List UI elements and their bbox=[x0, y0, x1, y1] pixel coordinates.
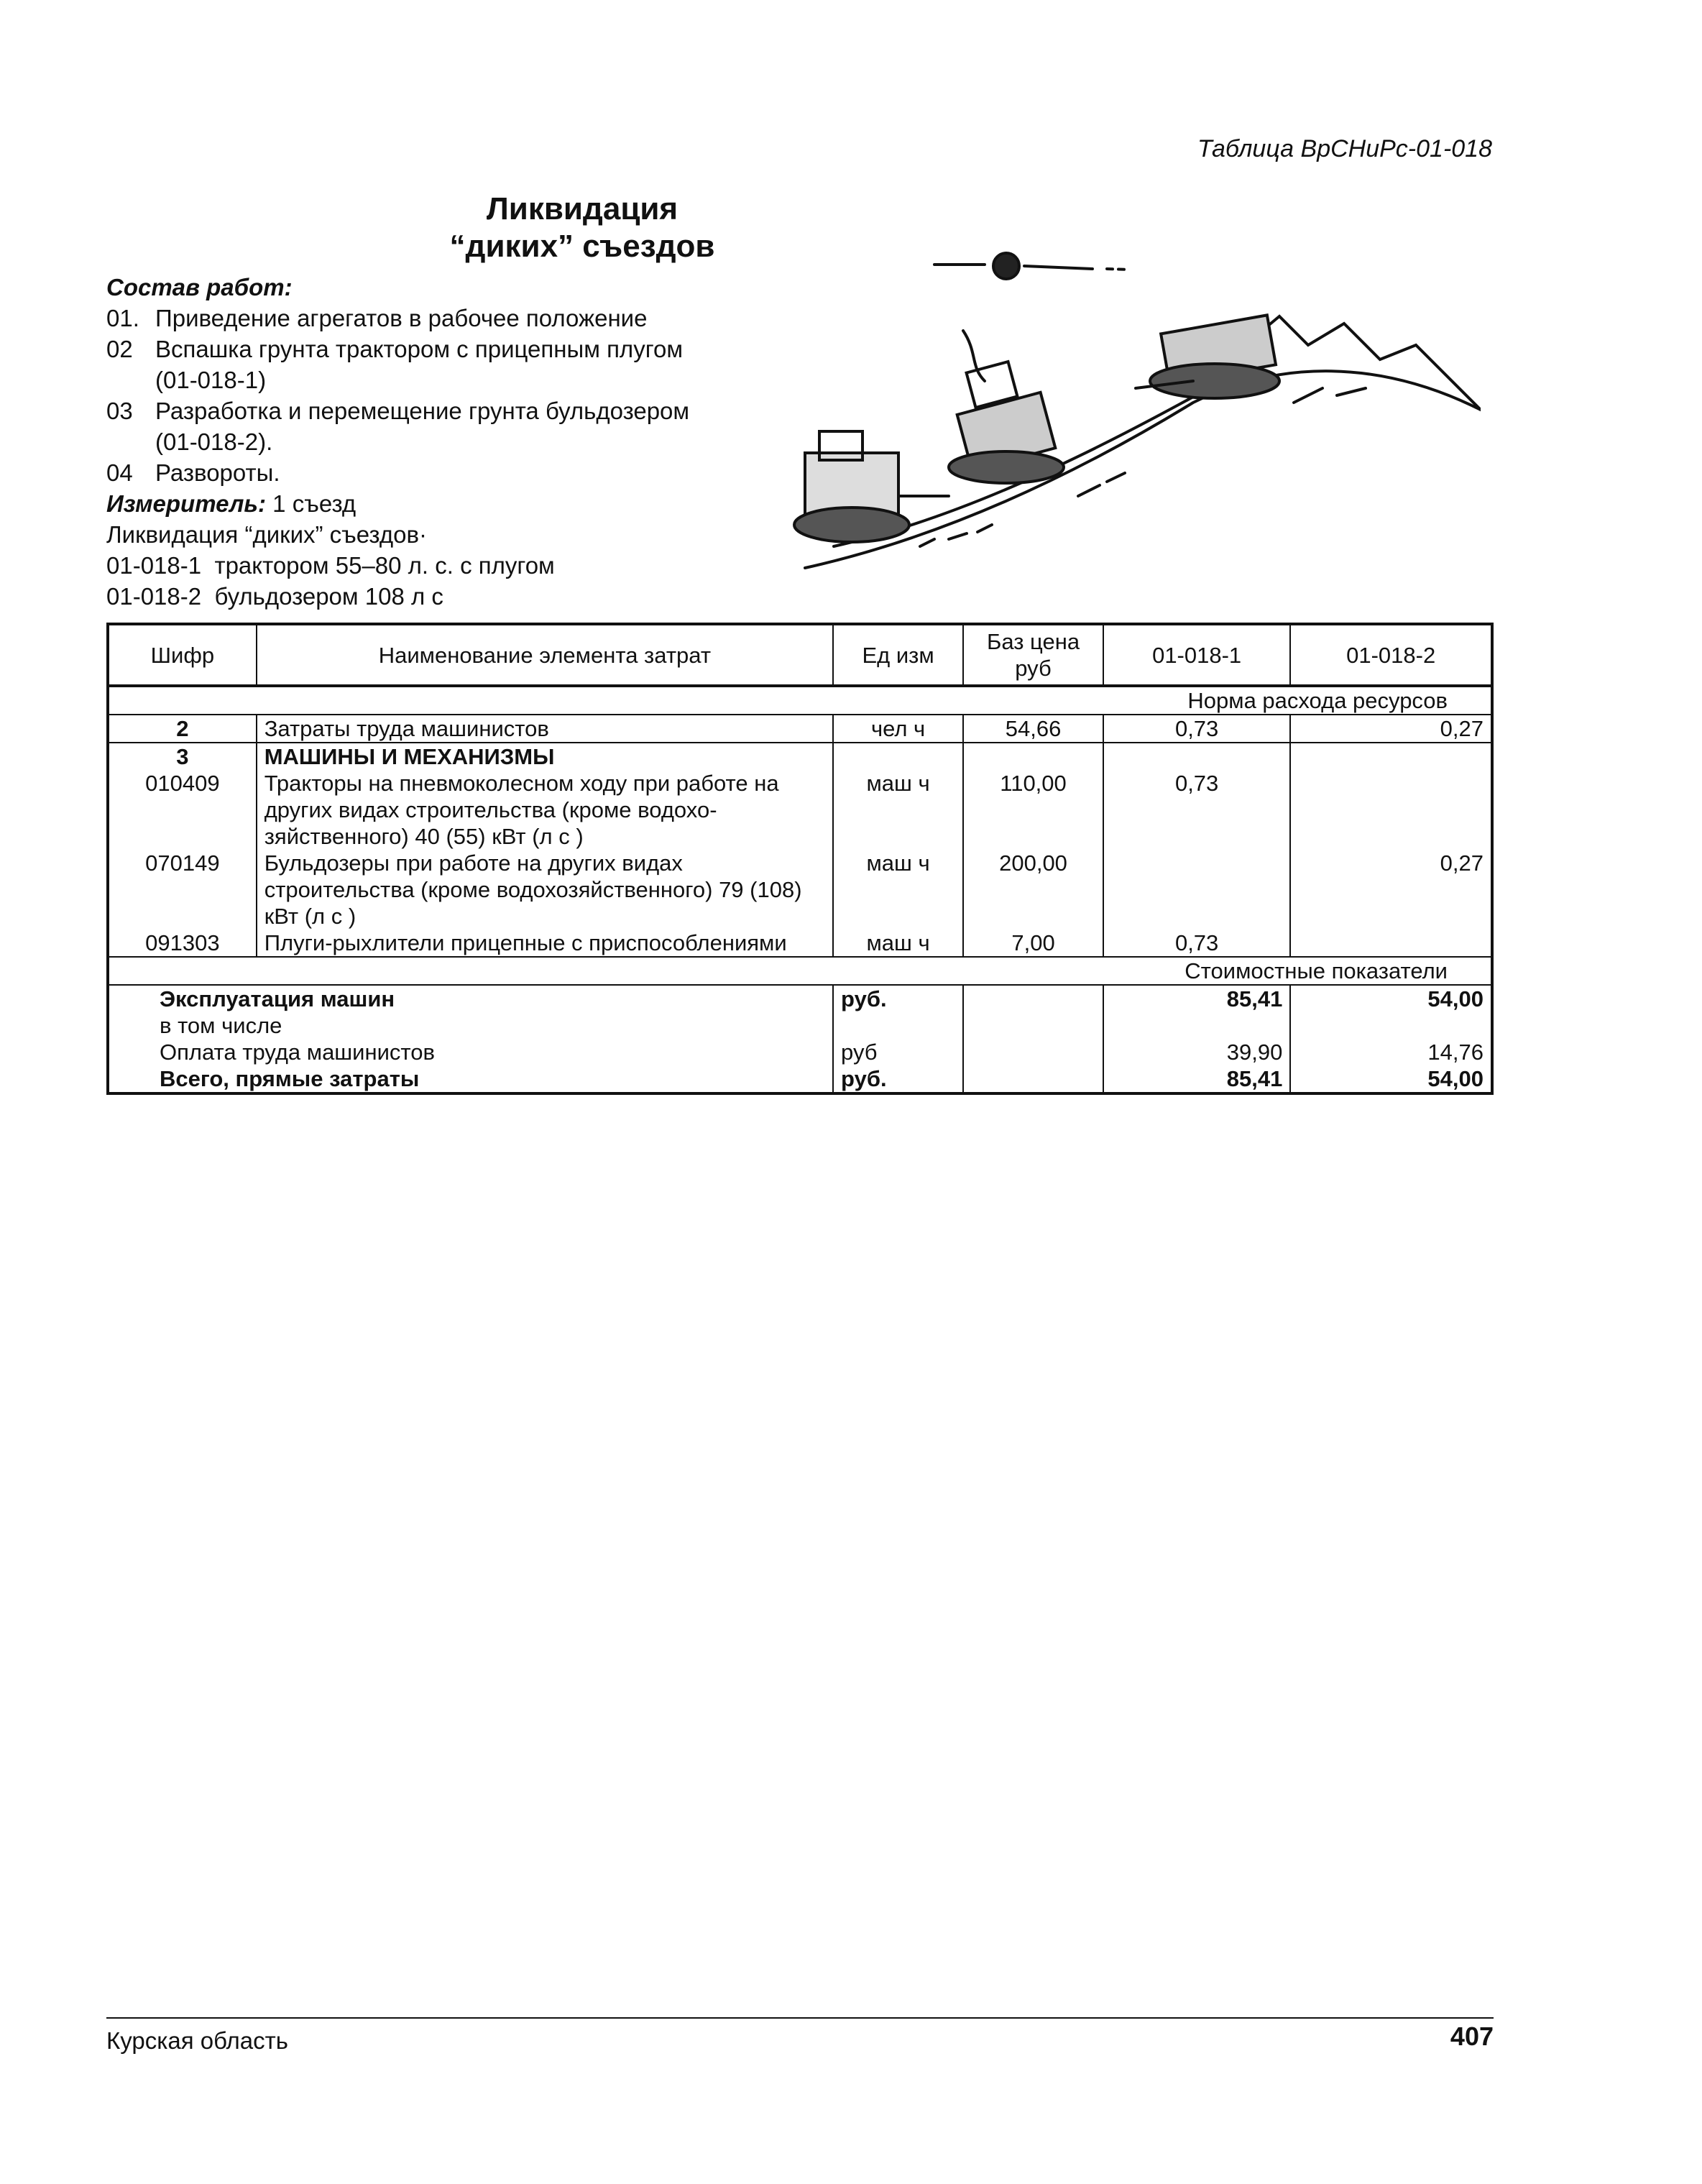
work-label: Состав работ: bbox=[106, 274, 293, 300]
footer-divider bbox=[106, 2017, 1494, 2019]
table-row bbox=[108, 1039, 1492, 1065]
work-item bbox=[106, 334, 825, 364]
col-header-code: Шифр bbox=[108, 624, 257, 686]
cell-unit: руб. bbox=[833, 1065, 963, 1093]
col-header-v2: 01-018-2 bbox=[1290, 624, 1492, 686]
work-item bbox=[106, 395, 825, 426]
table-row bbox=[108, 1012, 1492, 1039]
table-row bbox=[108, 930, 1492, 957]
work-item-num: 03 bbox=[106, 398, 133, 424]
table-row bbox=[108, 985, 1492, 1012]
page-number: 407 bbox=[1450, 2022, 1494, 2051]
work-item-text: Приведение агрегатов в рабочее положение bbox=[155, 305, 648, 331]
variant-code: 01-018-1 bbox=[106, 552, 202, 579]
cell-v1: 85,41 bbox=[1103, 1065, 1290, 1093]
table-row bbox=[108, 770, 1492, 850]
col-header-name: Наименование элемента затрат bbox=[257, 624, 833, 686]
cost-total-name: Всего, прямые затраты bbox=[160, 1066, 420, 1091]
cell-name: Плуги-рыхлители прицепные с приспособлениями bbox=[257, 930, 833, 957]
variant-row bbox=[106, 581, 825, 612]
cell-price: 7,00 bbox=[963, 930, 1103, 957]
col-header-v1: 01-018-1 bbox=[1103, 624, 1290, 686]
table-row bbox=[108, 850, 1492, 930]
measure bbox=[106, 488, 825, 519]
col-header-unit: Ед изм bbox=[833, 624, 963, 686]
work-item-cont: (01-018-2). bbox=[155, 428, 273, 455]
work-item bbox=[106, 457, 825, 488]
cell-v2: 0,27 bbox=[1290, 850, 1492, 930]
table-row bbox=[108, 715, 1492, 743]
cell-price: 54,66 bbox=[963, 715, 1103, 743]
cell-name: Тракторы на пневмоколесном ходу при работе на других видах строительства (кроме водохо-зяйственного) 40 (55) кВт (л с ) bbox=[257, 770, 833, 850]
cell-v2 bbox=[1290, 770, 1492, 850]
work-item-num: 01. bbox=[106, 305, 139, 331]
cell-unit: маш ч bbox=[833, 770, 963, 850]
work-item-text: Вспашка грунта трактором с прицепным плугом bbox=[155, 336, 684, 362]
work-item-text: Развороты. bbox=[155, 459, 280, 486]
table-row bbox=[108, 743, 1492, 770]
cell-code: 091303 bbox=[108, 930, 257, 957]
measure-label: Измеритель: bbox=[106, 490, 266, 517]
work-item-text: Разработка и перемещение грунта бульдозером bbox=[155, 398, 690, 424]
measure-value: 1 съезд bbox=[272, 490, 356, 517]
cell-price: 200,00 bbox=[963, 850, 1103, 930]
page-title bbox=[402, 191, 762, 265]
table-code: Таблица ВрСНиРс-01-018 bbox=[1197, 135, 1492, 162]
table-row bbox=[108, 1065, 1492, 1093]
cell-v2: 54,00 bbox=[1290, 985, 1492, 1012]
footer-region: Курская область bbox=[106, 2027, 288, 2054]
work-item-num: 04 bbox=[106, 459, 133, 486]
cost-exploitation-name: Эксплуатация машин bbox=[160, 986, 395, 1011]
cell-code: 010409 bbox=[145, 771, 220, 796]
cell-v1 bbox=[1103, 850, 1290, 930]
cell-v2: 54,00 bbox=[1290, 1065, 1492, 1093]
col-header-price: Баз цена руб bbox=[963, 624, 1103, 686]
variants-title: Ликвидация “диких” съездов· bbox=[106, 521, 427, 548]
cost-table bbox=[106, 623, 1494, 1095]
cell-code: 3 bbox=[176, 744, 189, 769]
variant-code: 01-018-2 bbox=[106, 583, 202, 610]
cell-price: 110,00 bbox=[963, 770, 1103, 850]
cell-v1: 0,73 bbox=[1103, 770, 1290, 850]
table-header-row bbox=[108, 624, 1492, 686]
bulldozer-illustration bbox=[791, 237, 1481, 575]
cell-v1: 0,73 bbox=[1103, 715, 1290, 743]
cell-v1: 0,73 bbox=[1103, 930, 1290, 957]
cell-unit: маш ч bbox=[833, 930, 963, 957]
cell-unit: чел ч bbox=[833, 715, 963, 743]
section-cost-row bbox=[108, 957, 1492, 985]
cell-v1: 39,90 bbox=[1103, 1039, 1290, 1065]
cell-name: Бульдозеры при работе на других видах строительства (кроме водохозяйственного) 79 (108) кВт (л с ) bbox=[257, 850, 833, 930]
title-line-2: “диких” съездов bbox=[449, 229, 715, 264]
cost-wages-name: Оплата труда машинистов bbox=[160, 1040, 435, 1065]
variant-text: трактором 55–80 л. с. с плугом bbox=[214, 552, 555, 579]
work-item bbox=[106, 303, 825, 334]
cell-v1: 85,41 bbox=[1103, 985, 1290, 1012]
work-item-num: 02 bbox=[106, 336, 133, 362]
cell-unit: маш ч bbox=[833, 850, 963, 930]
work-item-cont: (01-018-1) bbox=[155, 367, 267, 393]
cell-name: Затраты труда машинистов bbox=[257, 715, 833, 743]
title-line-1: Ликвидация bbox=[486, 191, 678, 226]
section-resources: Норма расхода ресурсов bbox=[108, 686, 1492, 715]
section-resources-row bbox=[108, 686, 1492, 715]
cell-v2: 14,76 bbox=[1290, 1039, 1492, 1065]
cost-including: в том числе bbox=[160, 1013, 282, 1038]
cell-v2: 0,27 bbox=[1290, 715, 1492, 743]
cell-v2 bbox=[1290, 930, 1492, 957]
variant-row bbox=[106, 550, 825, 581]
machines-title: МАШИНЫ И МЕХАНИЗМЫ bbox=[257, 743, 833, 770]
cell-code: 2 bbox=[108, 715, 257, 743]
section-cost: Стоимостные показатели bbox=[108, 957, 1492, 985]
cell-code: 070149 bbox=[145, 850, 220, 876]
work-composition bbox=[106, 272, 825, 612]
cell-unit: руб. bbox=[833, 985, 963, 1012]
cell-unit: руб bbox=[833, 1039, 963, 1065]
variant-text: бульдозером 108 л с bbox=[214, 583, 443, 610]
